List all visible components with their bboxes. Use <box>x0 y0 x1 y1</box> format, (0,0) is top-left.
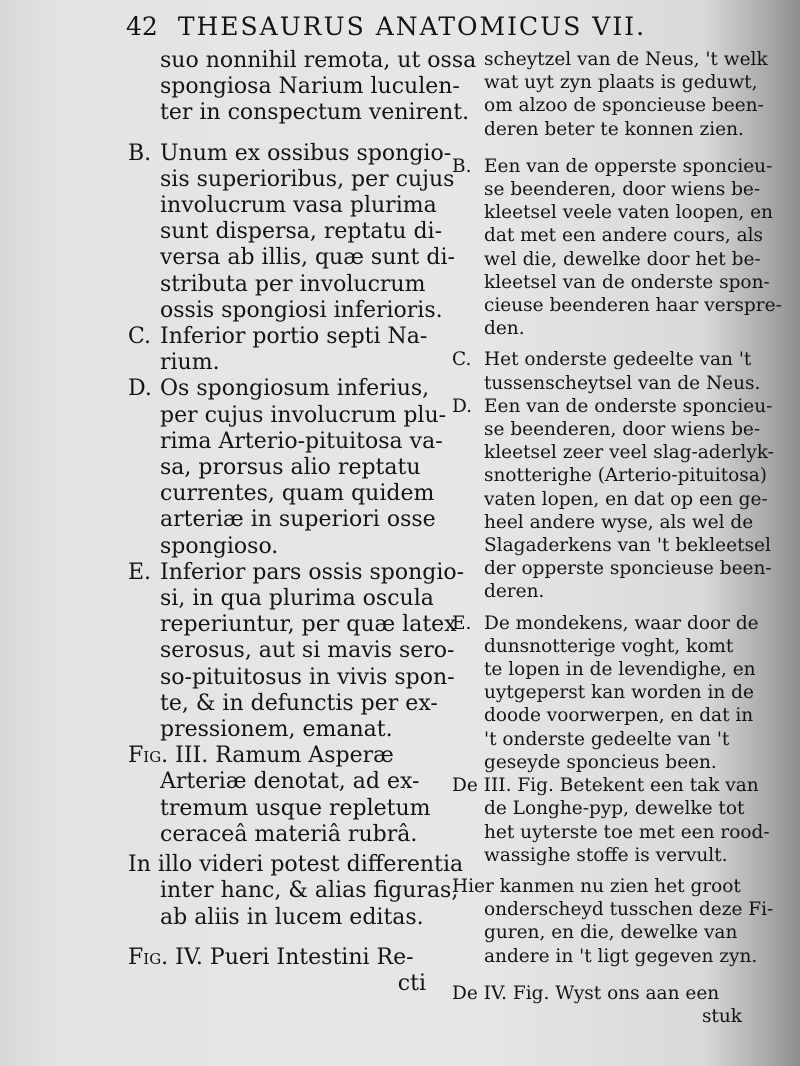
running-header <box>126 12 686 46</box>
text-line: C. Inferior portio septi Na- <box>128 324 428 350</box>
text-line: B. Unum ex ossibus spongio- <box>128 140 452 166</box>
text-line: dunsnotterige voght, komt <box>484 635 734 657</box>
text-line: suo nonnihil remota, ut ossa <box>160 48 477 73</box>
dutch-paragraph <box>452 875 782 968</box>
text-line: pressionem, emanat. <box>160 717 393 743</box>
entry-key: De IV. Fig. <box>452 982 550 1004</box>
text-line: E. Inferior pars ossis spongio- <box>128 559 465 585</box>
text-line: spongiosa Narium luculen- <box>160 74 460 100</box>
entry-key: C. <box>128 324 152 350</box>
latin-entry-e <box>128 559 465 743</box>
text-line: ter in conspectum venirent. <box>160 100 470 126</box>
text-line: tussenscheytsel van de Neus. <box>484 372 761 394</box>
text-line: kleetsel zeer veel slag-aderlyk- <box>484 442 774 464</box>
text-line: C. Het onderste gedeelte van 't <box>452 349 752 371</box>
latin-entry-fig3 <box>128 743 440 848</box>
entry-key: Fig. III. <box>128 743 209 769</box>
latin-entry-fig4 <box>128 945 440 997</box>
text-line: deren. <box>484 581 545 603</box>
text-line: se beenderen, door wiens be- <box>484 179 761 201</box>
text-line: 't onderste gedeelte van 't <box>484 728 730 750</box>
text-line: reperiuntur, per quæ latex <box>160 612 457 638</box>
text-line: deren beter te konnen zien. <box>484 118 744 140</box>
text-line: si, in qua plurima oscula <box>160 586 434 612</box>
dutch-entry-b <box>452 155 782 341</box>
text-line: heel andere wyse, als wel de <box>484 511 754 533</box>
text-line: doode voorwerpen, en dat in <box>484 705 754 727</box>
dutch-intro <box>452 48 782 141</box>
text-line: onderscheyd tusschen deze Fi- <box>484 899 774 921</box>
dutch-entry-e <box>452 612 782 774</box>
text-line: De IV. Fig. Wyst ons aan een <box>452 982 720 1004</box>
text-line: se beenderen, door wiens be- <box>484 419 761 441</box>
text-line: ossis spongiosi inferioris. <box>160 297 443 323</box>
dutch-entry-d <box>452 395 782 604</box>
dutch-entry-fig3 <box>452 774 782 867</box>
text-line: per cujus involucrum plu- <box>160 402 447 428</box>
latin-paragraph <box>128 852 464 931</box>
entry-key: C. <box>452 349 472 371</box>
text-line: Slagaderkens van 't bekleetsel <box>484 535 771 557</box>
text-line: sis superioribus, per cujus <box>160 166 455 192</box>
text-line: guren, en die, dewelke van <box>484 922 738 944</box>
text-line: Fig. IV. Pueri Intestini Re- <box>128 944 414 970</box>
latin-entry-b <box>128 140 455 324</box>
text-line: Fig. III. Ramum Asperæ <box>128 743 394 769</box>
text-line: B. Een van de opperste sponcieu- <box>452 155 773 177</box>
text-line: spongioso. <box>160 533 279 559</box>
text-line: wassighe stoffe is vervult. <box>484 844 728 866</box>
page-number: 42 <box>126 12 158 41</box>
text-line: currentes, quam quidem <box>160 481 435 507</box>
text-line: arteriæ in superiori osse <box>160 507 436 533</box>
entry-key: D. <box>452 395 473 417</box>
text-line: stributa per involucrum <box>160 271 426 297</box>
text-line: vaten lopen, en dat op een ge- <box>484 488 768 510</box>
latin-entry-c <box>128 324 440 376</box>
text-line: serosus, aut si mavis sero- <box>160 638 455 664</box>
text-line: D. Os spongiosum inferius, <box>128 376 430 402</box>
text-line: te, & in defunctis per ex- <box>160 690 438 716</box>
entry-key: E. <box>452 612 472 634</box>
text-line: rium. <box>160 350 220 376</box>
text-line: den. <box>484 318 525 340</box>
dutch-entry-fig4 <box>452 982 782 1028</box>
entry-key: E. <box>128 559 152 585</box>
text-line: E. De mondekens, waar door de <box>452 612 759 634</box>
text-line: andere in 't ligt gegeven zyn. <box>484 945 758 967</box>
latin-column <box>128 48 477 997</box>
text-line: In illo videri potest differentia <box>128 852 464 878</box>
text-line: tremum usque repletum <box>160 795 431 821</box>
text-line: uytgeperst kan worden in de <box>484 682 754 704</box>
text-line: ceraceâ materiâ rubrâ. <box>160 821 418 847</box>
text-line: der opperste sponcieuse been- <box>484 558 772 580</box>
text-line: om alzoo de sponcieuse been- <box>484 95 764 117</box>
running-title: THESAURUS ANATOMICUS VII. <box>177 12 647 41</box>
text-line: inter hanc, & alias figuras, <box>160 878 459 904</box>
text-line: te lopen in de levendighe, en <box>484 659 756 681</box>
text-line: so-pituitosus in vivis spon- <box>160 664 455 690</box>
text-line: de Longhe-pyp, dewelke tot <box>484 798 745 820</box>
text-line: stuk <box>701 1005 742 1027</box>
text-line: kleetsel van de onderste spon- <box>484 271 770 293</box>
dutch-column <box>452 48 782 1028</box>
text-line: Arteriæ denotat, ad ex- <box>160 769 420 795</box>
text-line: ab aliis in lucem editas. <box>160 904 424 930</box>
text-line: involucrum vasa plurima <box>160 193 437 219</box>
text-line: snotterighe (Arterio-pituitosa) <box>484 465 768 487</box>
text-line: cieuse beenderen haar verspre- <box>484 295 782 317</box>
entry-key: D. <box>128 376 152 402</box>
dutch-entry-c <box>452 348 782 394</box>
text-line: De III. Fig. Betekent een tak van <box>452 775 759 797</box>
entry-key: B. <box>452 155 472 177</box>
entry-key: De III. Fig. <box>452 775 554 797</box>
text-line: scheytzel van de Neus, 't welk <box>484 49 768 70</box>
text-line: versa ab illis, quæ sunt di- <box>160 245 455 271</box>
text-line: rima Arterio-pituitosa va- <box>160 428 443 454</box>
latin-entry-d <box>128 376 447 559</box>
text-line: sa, prorsus alio reptatu <box>160 455 421 481</box>
entry-key: B. <box>128 140 152 166</box>
text-line: wat uyt zyn plaats is geduwt, <box>484 72 758 94</box>
text-line: het uyterste toe met een rood- <box>484 821 770 843</box>
entry-key: Fig. IV. <box>128 944 203 970</box>
text-line: cti <box>397 970 426 996</box>
text-line: sunt dispersa, reptatu di- <box>160 219 443 245</box>
text-line: wel die, dewelke door het be- <box>484 248 761 270</box>
text-line: kleetsel veele vaten loopen, en <box>484 202 773 224</box>
latin-intro <box>128 48 477 127</box>
text-line: geseyde sponcieus been. <box>484 751 717 773</box>
text-line: dat met een andere cours, als <box>484 225 764 247</box>
text-line: D. Een van de onderste sponcieu- <box>452 395 773 417</box>
text-line: Hier kanmen nu zien het groot <box>452 875 741 897</box>
